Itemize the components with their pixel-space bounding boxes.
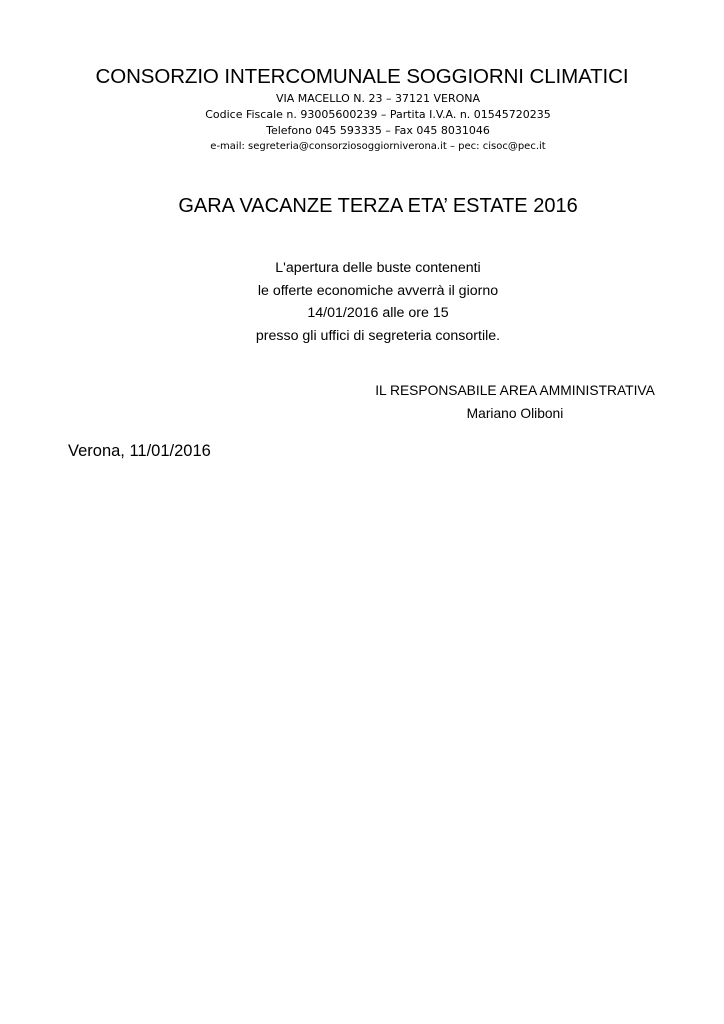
notice-line: presso gli uffici di segreteria consortile. xyxy=(255,327,501,344)
organization-address: VIA MACELLO N. 23 – 37121 VERONA xyxy=(276,92,480,105)
document-title: GARA VACANZE TERZA ETA’ ESTATE 2016 xyxy=(178,195,578,217)
signature-name: Mariano Oliboni xyxy=(466,406,564,421)
notice-line: le offerte economiche avverrà il giorno xyxy=(257,282,499,299)
notice-line: L'apertura delle buste contenenti xyxy=(275,260,481,276)
organization-fiscal-info: Codice Fiscale n. 93005600239 – Partita I.V.A. n. 01545720235 xyxy=(205,108,551,121)
organization-phone-fax: Telefono 045 593335 – Fax 045 8031046 xyxy=(266,124,490,137)
organization-email: e-mail: segreteria@consorziosoggiorniverona.it – pec: cisoc@pec.it xyxy=(210,141,546,152)
place-and-date: Verona, 11/01/2016 xyxy=(68,442,211,460)
signature-block xyxy=(371,379,659,425)
notice-line: 14/01/2016 alle ore 15 xyxy=(307,305,449,321)
organization-name: CONSORZIO INTERCOMUNALE SOGGIORNI CLIMATICI xyxy=(95,65,629,88)
signature-role: IL RESPONSABILE AREA AMMINISTRATIVA xyxy=(375,383,655,398)
notice-body xyxy=(16,257,724,347)
